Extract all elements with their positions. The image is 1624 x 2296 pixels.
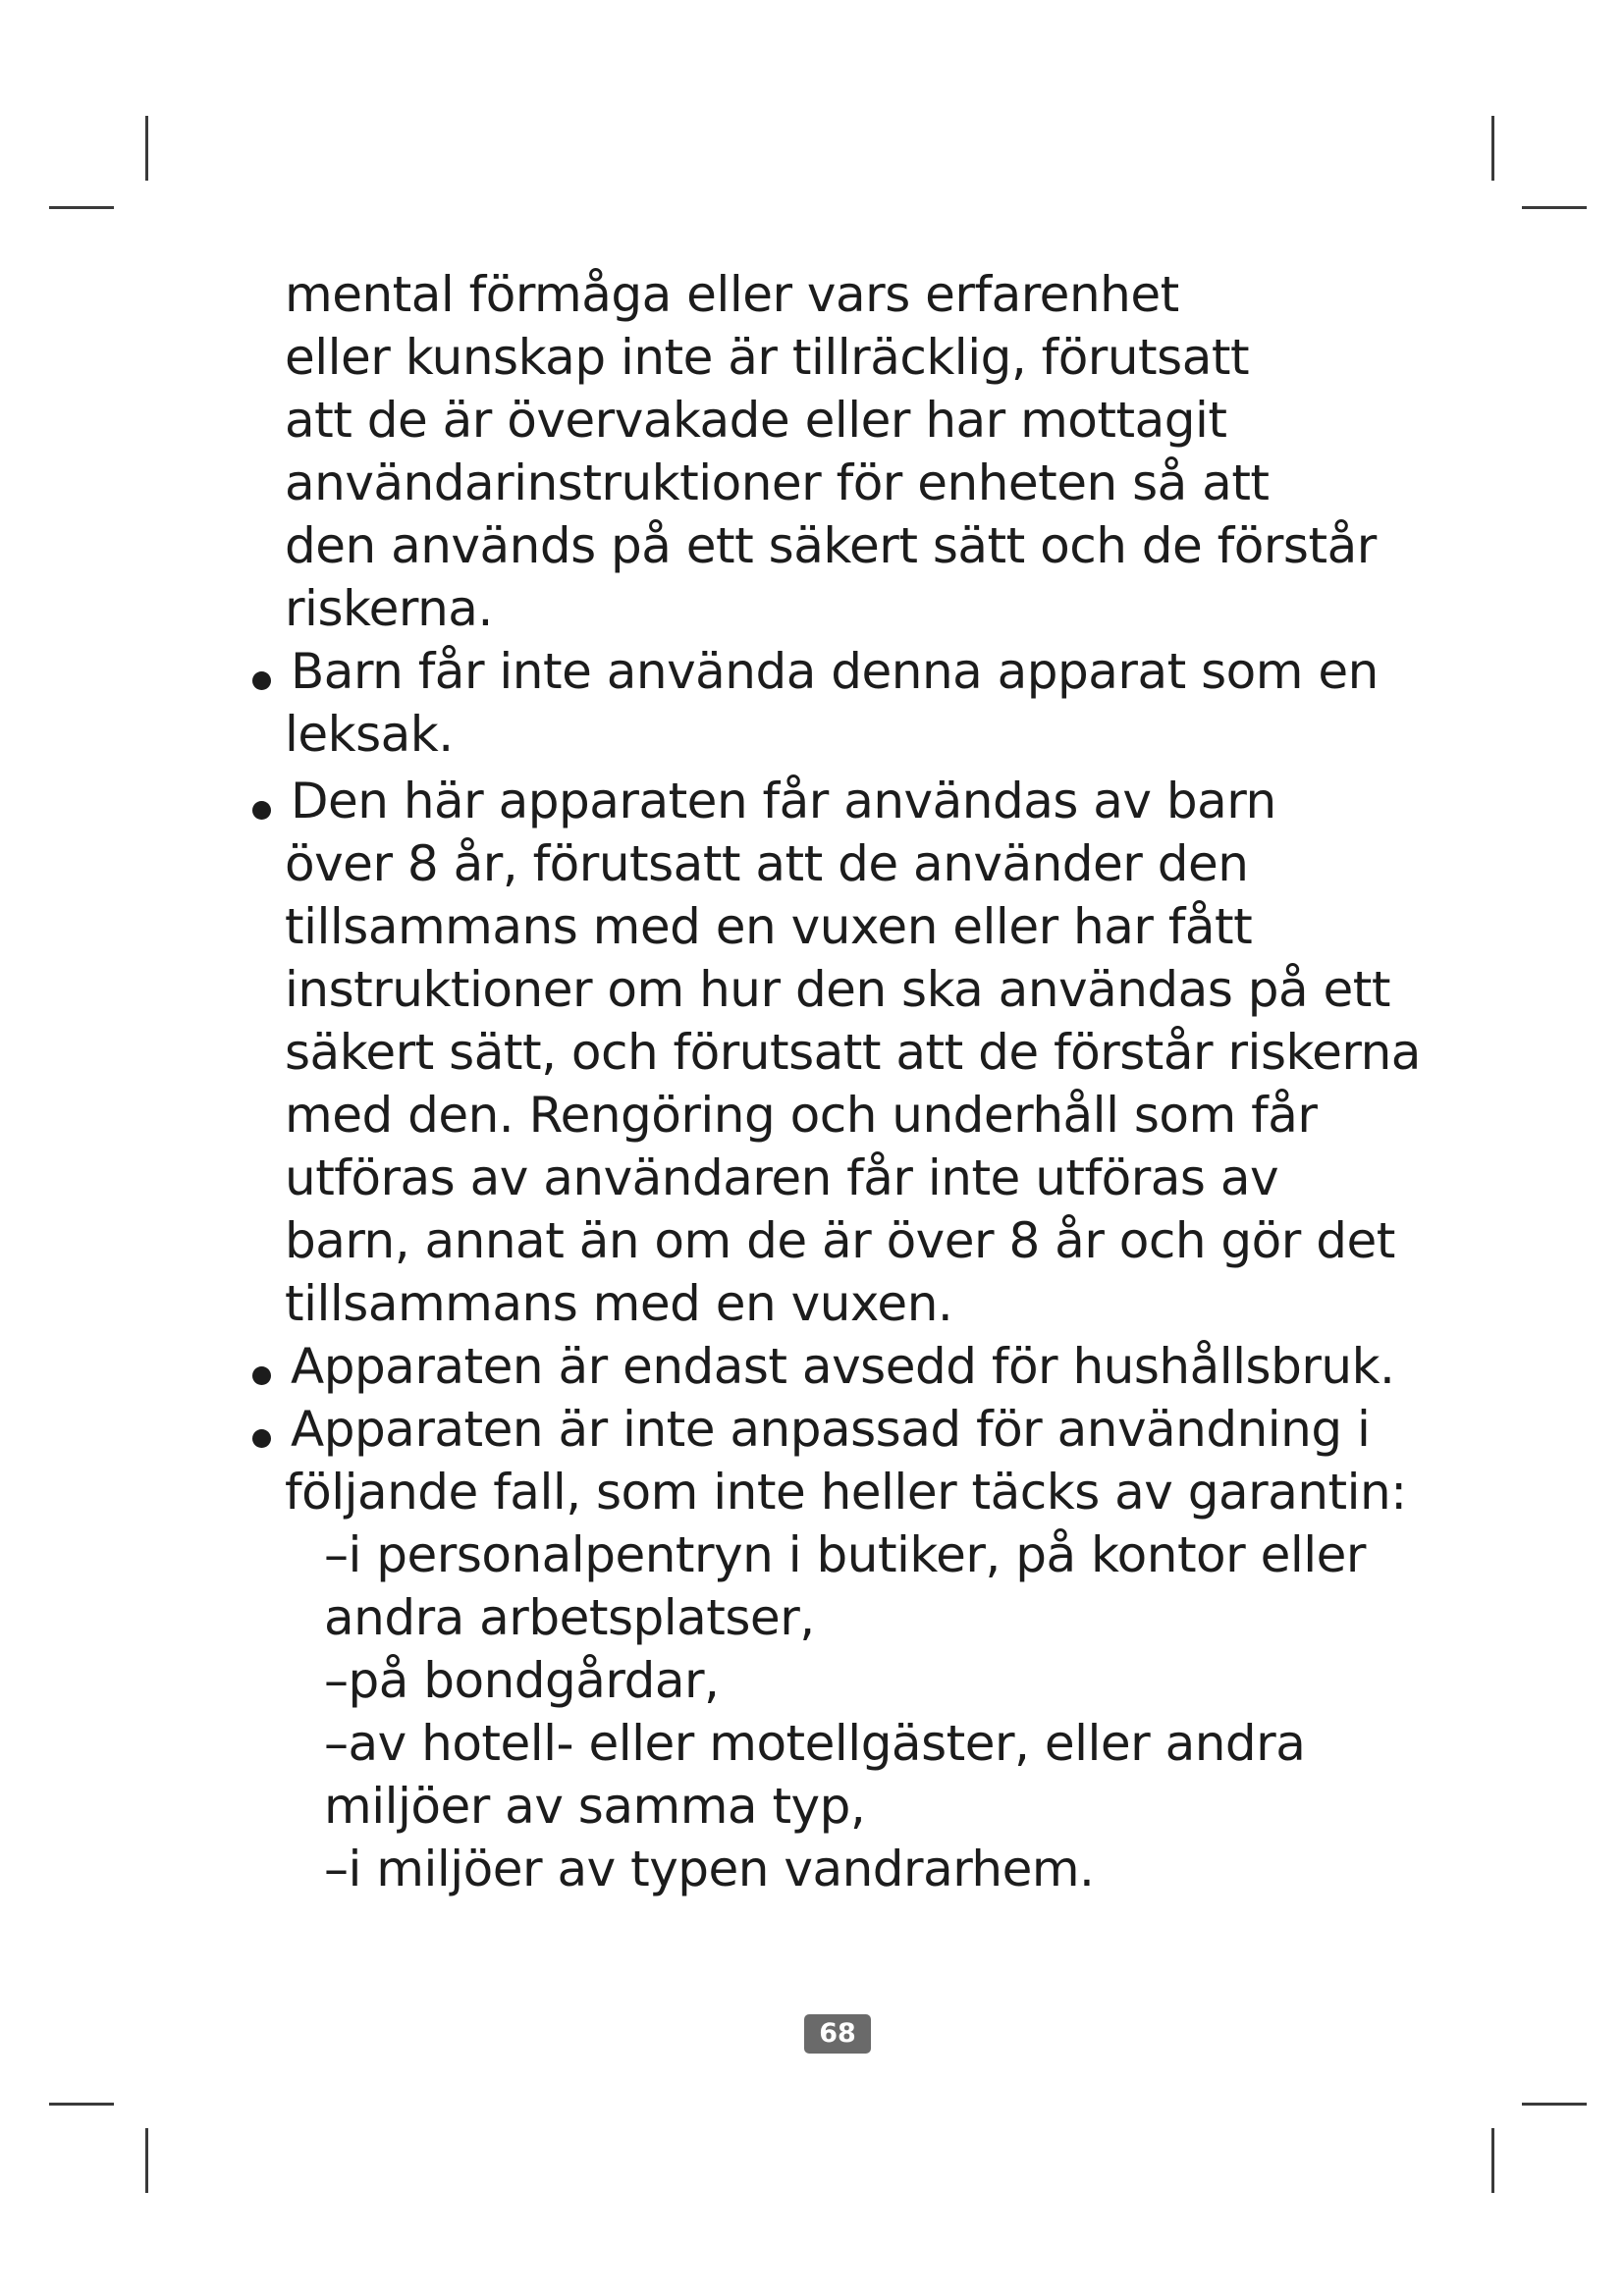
text-line: Apparaten är inte anpassad för användning i — [291, 1401, 1371, 1458]
text-line: riskerna. — [285, 580, 493, 637]
text-line: mental förmåga eller vars erfarenhet — [285, 266, 1179, 323]
crop-mark-top-right-vertical — [1491, 116, 1494, 181]
text-line: över 8 år, förutsatt att de använder den — [285, 835, 1249, 892]
bullet-icon — [252, 1429, 271, 1448]
text-line: instruktioner om hur den ska användas på ett — [285, 961, 1390, 1018]
crop-mark-top-right-horizontal — [1522, 206, 1587, 209]
crop-mark-bottom-left-vertical — [145, 2128, 148, 2193]
text-line: tillsammans med en vuxen. — [285, 1275, 953, 1332]
text-line: –på bondgårdar, — [324, 1652, 720, 1709]
text-line: följande fall, som inte heller täcks av garantin: — [285, 1464, 1407, 1521]
text-line: tillsammans med en vuxen eller har fått — [285, 898, 1253, 955]
text-line: att de är övervakade eller har mottagit — [285, 392, 1227, 449]
crop-mark-bottom-left-horizontal — [49, 2103, 114, 2106]
page-number: 68 — [804, 2014, 871, 2054]
text-line: med den. Rengöring och underhåll som får — [285, 1087, 1318, 1144]
text-line: –av hotell- eller motellgäster, eller andra — [324, 1715, 1306, 1772]
bullet-icon — [252, 671, 271, 690]
text-line: –i personalpentryn i butiker, på kontor eller — [324, 1526, 1366, 1583]
text-line: Apparaten är endast avsedd för hushållsbruk. — [291, 1338, 1395, 1395]
crop-mark-top-left-horizontal — [49, 206, 114, 209]
text-line: säkert sätt, och förutsatt att de förstår riskerna — [285, 1024, 1421, 1081]
crop-mark-top-left-vertical — [145, 116, 148, 181]
bullet-icon — [252, 801, 271, 820]
text-line: –i miljöer av typen vandrarhem. — [324, 1841, 1095, 1897]
text-line: den används på ett säkert sätt och de förstår — [285, 517, 1377, 574]
bullet-icon — [252, 1366, 271, 1385]
text-line: miljöer av samma typ, — [324, 1778, 866, 1835]
crop-mark-bottom-right-horizontal — [1522, 2103, 1587, 2106]
text-line: Barn får inte använda denna apparat som en — [291, 643, 1379, 700]
text-line: andra arbetsplatser, — [324, 1589, 815, 1646]
text-line: barn, annat än om de är över 8 år och gör det — [285, 1212, 1395, 1269]
text-line: eller kunskap inte är tillräcklig, förutsatt — [285, 329, 1250, 386]
text-line: användarinstruktioner för enheten så att — [285, 454, 1270, 511]
text-line: Den här apparaten får användas av barn — [291, 773, 1276, 829]
text-line: utföras av användaren får inte utföras av — [285, 1149, 1279, 1206]
crop-mark-bottom-right-vertical — [1491, 2128, 1494, 2193]
text-line: leksak. — [285, 706, 454, 763]
